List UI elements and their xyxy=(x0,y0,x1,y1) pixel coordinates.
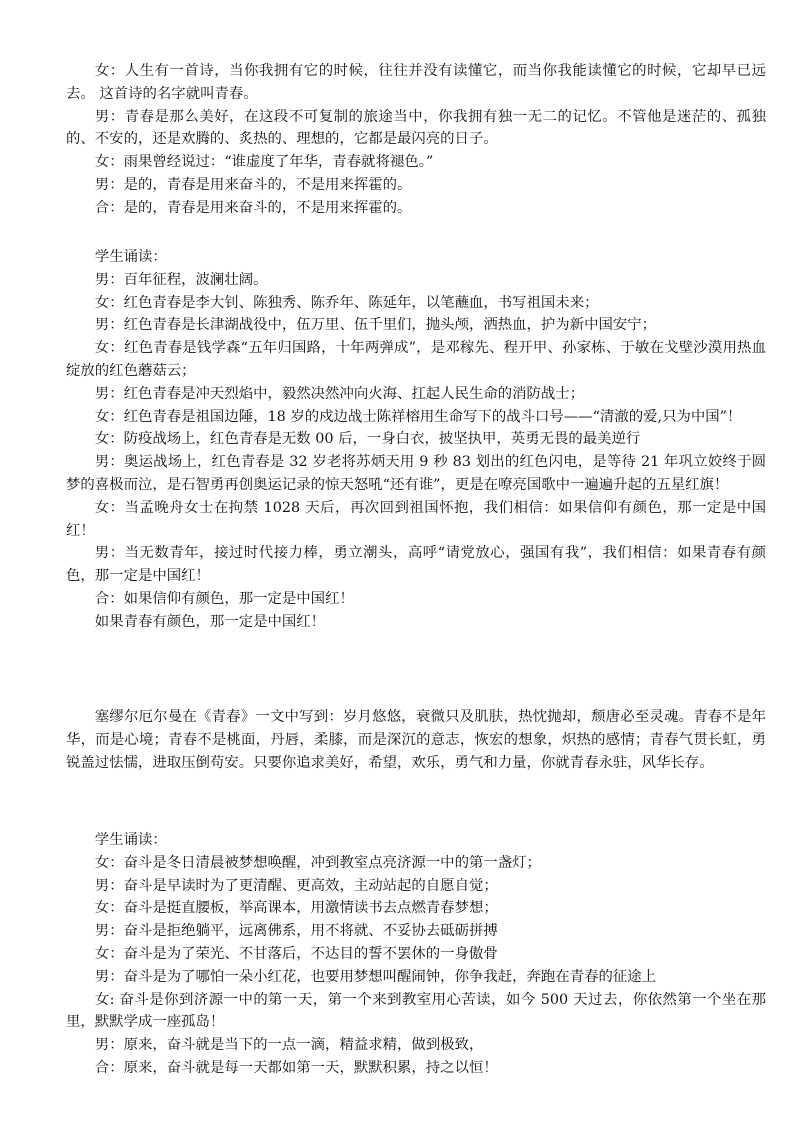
dialogue-line: 女：红色青春是钱学森“五年归国路，十年两弹成”，是邓稼先、程开甲、孙家栋、于敏在戈壁沙漠用热血绽放的红色蘑菇云； xyxy=(66,340,766,379)
section-heading: 学生诵读： xyxy=(94,832,167,848)
dialogue-line: 男：当无数青年，接过时代接力棒，勇立潮头，高呼“请党放心，强国有我”，我们相信：如果青春有颜色，那一定是中国红！ xyxy=(66,545,766,585)
opening-dialogue xyxy=(66,60,766,220)
dialogue-line: 女：当孟晚舟女士在拘禁 1028 天后，再次回到祖国怀抱，我们相信：如果信仰有颜色，那一定是中国红！ xyxy=(66,499,766,539)
dialogue-line: 女：红色青春是李大钊、陈独秀、陈乔年、陈延年，以笔蘸血，书写祖国未来； xyxy=(94,294,599,311)
dialogue-line: 男：奋斗是拒绝躺平，远离佛系，用不将就、不妥协去砥砺拼搏 xyxy=(94,923,498,940)
dialogue-line: 合：是的，青春是用来奋斗的，不是用来挥霍的。 xyxy=(94,199,412,216)
dialogue-line: 男：奋斗是为了哪怕一朵小红花，也要用梦想叫醒闹钟，你争我赶，奔跑在青春的征途上 xyxy=(94,968,657,985)
dialogue-line: 如果青春有颜色，那一定是中国红！ xyxy=(94,613,326,630)
dialogue-line: 女：奋斗是挺直腰板，举高课本，用激情读书去点燃青春梦想； xyxy=(94,900,498,917)
dialogue-line: 男：原来，奋斗就是当下的一点一滴，精益求精，做到极致， xyxy=(94,1037,484,1054)
dialogue-line: 男：百年征程，波澜壮阔。 xyxy=(94,271,268,288)
dialogue-line: 男：奋斗是早读时为了更清醒、更高效，主动站起的自愿自觉； xyxy=(94,877,498,894)
dialogue-line: 合：原来，奋斗就是每一天都如第一天，默默积累，持之以恒！ xyxy=(94,1059,498,1076)
dialogue-line: 女：人生有一首诗，当你我拥有它的时候，往往并没有读懂它，而当你我能读懂它的时候，它却早已远去。 这首诗的名字就叫青春。 xyxy=(66,63,766,102)
red-youth-recitation xyxy=(66,246,766,634)
dialogue-line: 男：是的，青春是用来奋斗的，不是用来挥霍的。 xyxy=(94,176,412,193)
youth-essay-quote xyxy=(66,706,766,774)
dialogue-line: 女：红色青春是祖国边陲，18 岁的戍边战士陈祥榕用生命写下的战斗口号——“清澈的爱,只为中国”！ xyxy=(94,408,742,425)
dialogue-line: 女：雨果曾经说过：“谁虚度了年华，青春就将褪色。” xyxy=(94,154,434,171)
dialogue-line: 女：防疫战场上，红色青春是无数 00 后，一身白衣，披坚执甲，英勇无畏的最美逆行 xyxy=(94,431,641,448)
dialogue-line: 女：奋斗是为了荣光、不甘落后，不达目的誓不罢休的一身傲骨 xyxy=(94,945,498,962)
dialogue-line: 女：奋斗是冬日清晨被梦想唤醒，冲到教室点亮济源一中的第一盏灯； xyxy=(94,854,541,871)
dialogue-line: 男：红色青春是冲天烈焰中，毅然决然冲向火海、扛起人民生命的消防战士； xyxy=(94,385,585,402)
dialogue-line: 男：青春是那么美好，在这段不可复制的旅途当中，你我拥有独一无二的记忆。不管他是迷茫的、孤独的、不安的，还是欢腾的、炙热的、理想的，它都是最闪亮的日子。 xyxy=(66,108,766,148)
quote-paragraph: 塞缪尔厄尔曼在《青春》一文中写到：岁月悠悠，衰微只及肌肤，热忱抛却，颓唐必至灵魂。青春不是年华，而是心境；青春不是桃面，丹唇，柔膝，而是深沉的意志，恢宏的想象，炽热的感情；青春气贯长虹，勇锐盖过怯懦，进取压倒苟安。只要你追求美好，希望，欢乐，勇气和力量，你就青春永驻，风华长存。 xyxy=(66,709,766,771)
dialogue-line: 女: 奋斗是你到济源一中的第一天，第一个来到教室用心苦读，如今 500 天过去，你依然第一个坐在那里，默默学成一座孤岛！ xyxy=(66,991,766,1031)
dialogue-line: 男：奥运战场上，红色青春是 32 岁老将苏炳天用 9 秒 83 划出的红色闪电，是等待 21 年巩立姣终于圆梦的喜极而泣，是石智勇再创奥运记录的惊天怒吼“还有谁”，更是在嘹亮国歌中一遍遍升起的五星红旗！ xyxy=(66,454,766,493)
dialogue-line: 男：红色青春是长津湖战役中，伍万里、伍千里们，抛头颅，洒热血，护为新中国安宁； xyxy=(94,317,657,334)
struggle-recitation xyxy=(66,829,766,1080)
dialogue-line: 合：如果信仰有颜色，那一定是中国红！ xyxy=(94,590,354,607)
section-heading: 学生诵读： xyxy=(94,249,167,265)
